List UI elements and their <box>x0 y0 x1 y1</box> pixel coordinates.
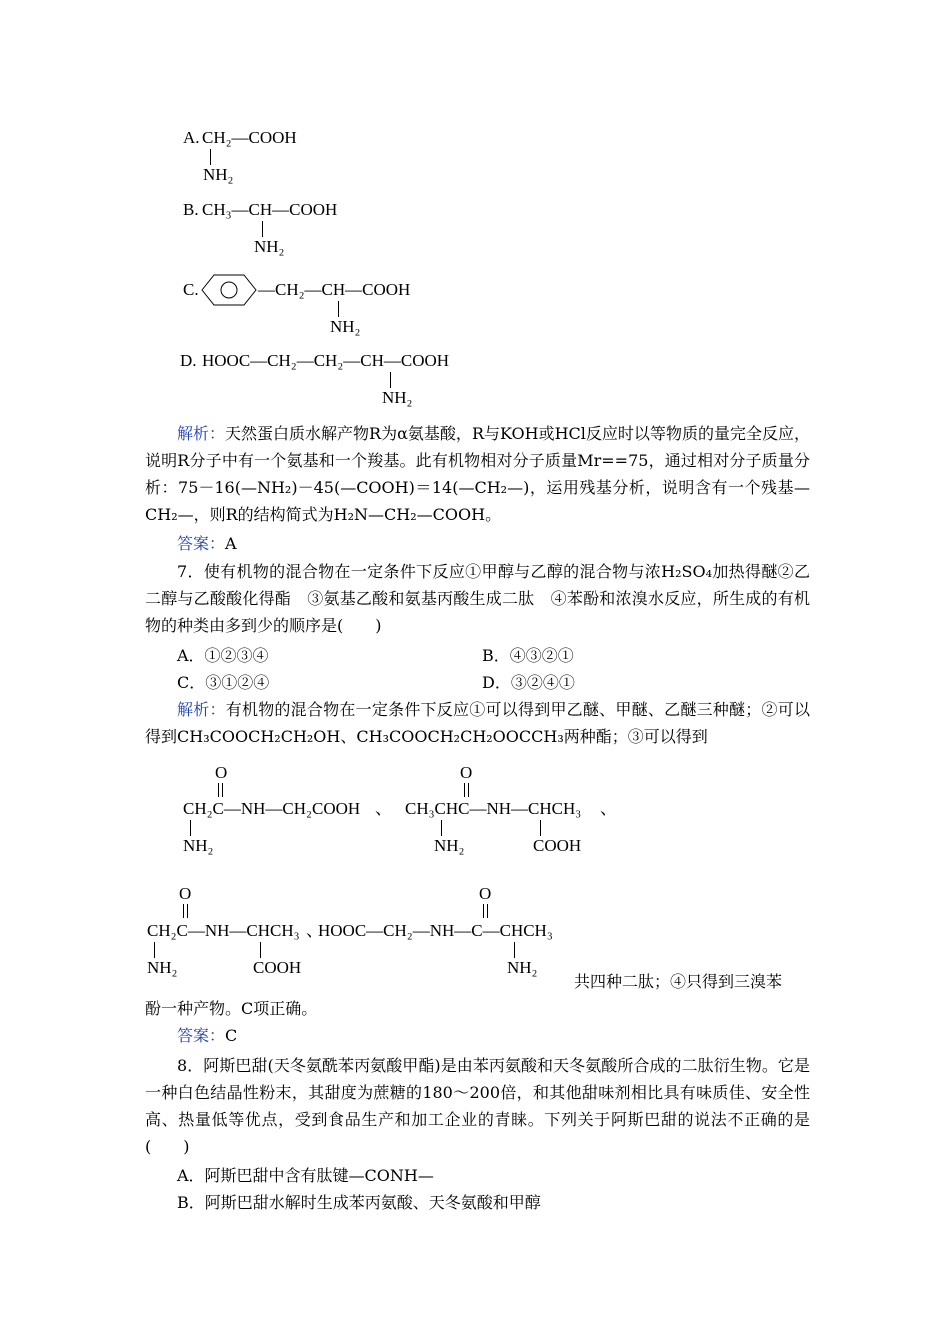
option-c-formula: —CH₂—CH—COOH <box>258 280 411 299</box>
substituent: NH₂ <box>147 958 178 977</box>
bond-line <box>260 942 261 958</box>
substituent: NH₂ <box>434 836 465 855</box>
option-b-formula: CH₃—CH—COOH <box>202 200 338 219</box>
dipeptide-2: CH₃CHC—NH—CHCH₃ <box>405 799 582 818</box>
substituent: NH₂ <box>507 958 538 977</box>
q8-stem: 8．阿斯巴甜(天冬氨酰苯丙氨酸甲酯)是由苯丙氨酸和天冬氨酸所合成的二肽衍生物。它是一种白色结晶性粉末，其甜度为蔗糖的180～200倍，和其他甜味剂相比具有味质佳、安全性高、热量低等优点，受到食品生产和加工企业的青睐。下列关于阿斯巴甜的说法不正确的是( ) <box>145 1056 810 1156</box>
q7-answer <box>177 1026 237 1046</box>
option-b-substituent: NH₂ <box>254 237 285 256</box>
q8-option-a: A．阿斯巴甜中含有肽键—CONH— <box>177 1166 434 1185</box>
carbonyl-oxygen: O <box>215 763 228 782</box>
option-c-label: C. <box>183 280 199 299</box>
separator: 、 <box>375 799 392 818</box>
double-bond <box>464 783 469 797</box>
option-a-substituent: NH₂ <box>203 165 234 184</box>
bond-line <box>338 301 339 317</box>
option-a-label: A. <box>183 128 200 147</box>
analysis-text: 有机物的混合物在一定条件下反应①可以得到甲乙醚、甲醚、乙醚三种醚；②可以得到CH₃COOCH₂CH₂OH、CH₃COOCH₂CH₂OOCCH₃两种酯；③可以得到 <box>145 700 810 746</box>
answer-value: A <box>225 534 237 553</box>
answer-label: 答案： <box>177 1026 226 1045</box>
q7-analysis <box>145 696 810 750</box>
bond-line <box>514 942 515 958</box>
separator: 、 <box>600 799 617 818</box>
dipeptide-1: CH₂C—NH—CH₂COOH <box>183 799 361 818</box>
option-d-formula: HOOC—CH₂—CH₂—CH—COOH <box>202 351 450 370</box>
benzene-ring-icon <box>200 273 258 307</box>
option-d-label: D. <box>180 351 197 370</box>
bond-line <box>154 942 155 958</box>
bond-line <box>262 221 263 237</box>
bond-line <box>540 820 541 836</box>
q6-analysis <box>145 420 810 528</box>
q7-option-a: A．①②③④ <box>177 646 269 665</box>
answer-label: 答案： <box>177 534 226 553</box>
carbonyl-oxygen: O <box>179 884 192 903</box>
substituent: COOH <box>253 958 302 977</box>
separator: 、 <box>306 921 323 940</box>
double-bond <box>218 783 223 797</box>
q7-option-b: B．④③②① <box>482 646 574 665</box>
dipeptide-3: CH₂C—NH—CHCH₃ <box>147 921 300 940</box>
analysis-text: 天然蛋白质水解产物R为α氨基酸，R与KOH或HCl反应时以等物质的量完全反应，说明R分子中有一个氨基和一个羧基。此有机物相对分子质量Mr==75，通过相对分子质量分析：75－16(—NH₂)－45(—COOH)＝14(—CH₂—)，运用残基分析，说明含有一个残基—CH₂—，则R的结构简式为H₂N—CH₂—COOH。 <box>145 424 810 524</box>
double-bond <box>483 904 488 918</box>
option-a-formula: CH₂—COOH <box>202 128 297 147</box>
carbonyl-oxygen: O <box>479 884 492 903</box>
answer-value: C <box>225 1026 238 1045</box>
q7-option-c: C．③①②④ <box>177 673 270 692</box>
q7-tail-line2: 酚一种产物。C项正确。 <box>145 999 318 1018</box>
bond-line <box>390 372 391 388</box>
substituent: NH₂ <box>183 836 214 855</box>
option-d-substituent: NH₂ <box>382 388 413 407</box>
q7-stem: 7．使有机物的混合物在一定条件下反应①甲醇与乙醇的混合物与浓H₂SO₄加热得醚②乙二醇与乙酸酸化得酯 ③氨基乙酸和氨基丙酸生成二肽 ④苯酚和浓溴水反应，所生成的有机物的种类由多到少的顺序是( ) <box>145 562 810 635</box>
option-b-label: B. <box>183 200 199 219</box>
bond-line <box>210 149 211 165</box>
q7-option-d: D．③②④① <box>482 673 575 692</box>
double-bond <box>183 904 188 918</box>
q8-option-b: B．阿斯巴甜水解时生成苯丙氨酸、天冬氨酸和甲醇 <box>177 1193 541 1212</box>
substituent: COOH <box>533 836 582 855</box>
q6-answer <box>177 534 237 554</box>
dipeptide-4: HOOC—CH₂—NH—C—CHCH₃ <box>318 921 553 940</box>
analysis-label: 解析： <box>177 424 226 443</box>
q7-tail-line1: 共四种二肽；④只得到三溴苯 <box>574 972 783 991</box>
option-c-substituent: NH₂ <box>330 317 361 336</box>
bond-line <box>441 820 442 836</box>
bond-line <box>190 820 191 836</box>
carbonyl-oxygen: O <box>460 763 473 782</box>
analysis-label: 解析： <box>177 700 226 719</box>
